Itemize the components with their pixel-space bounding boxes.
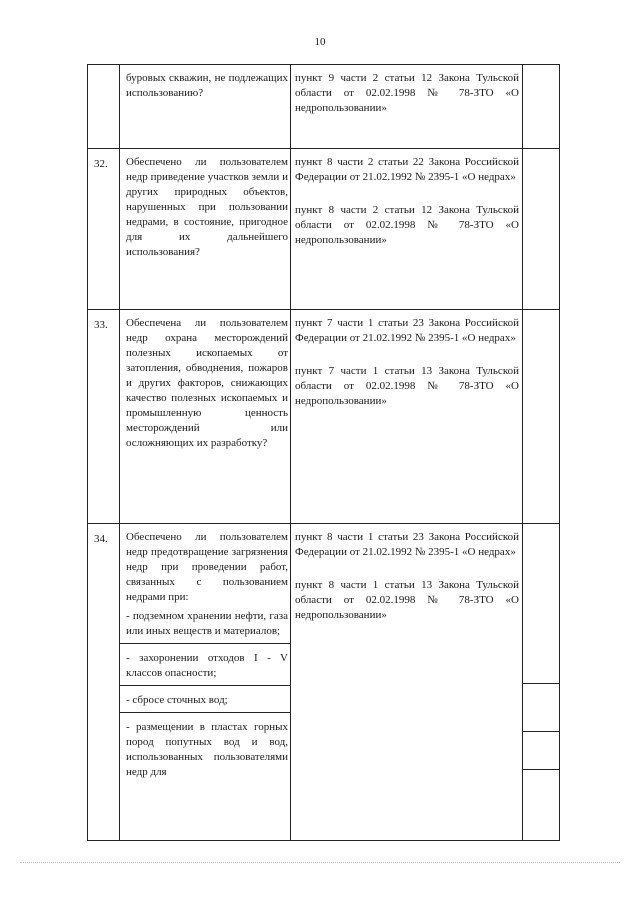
question-text: буровых скважин, не подлежащих использованию? bbox=[126, 72, 288, 99]
answer-cell[interactable] bbox=[523, 524, 560, 841]
row-number-cell bbox=[88, 65, 120, 149]
legal-reference-cell bbox=[291, 310, 523, 524]
divider bbox=[523, 683, 559, 684]
legal-reference-cell bbox=[291, 524, 523, 841]
question-text: Обеспечено ли пользователем недр приведение участков земли и других природных объектов, нарушенных при пользовании недрами, в состояние, пригодное для их дальнейшего использования? bbox=[126, 156, 288, 258]
scan-artifact-line bbox=[20, 862, 620, 863]
question-text: Обеспечено ли пользователем недр предотвращение загрязнения недр при проведении работ, связанных с пользованием недрами при: bbox=[126, 531, 288, 603]
question-cell bbox=[120, 65, 291, 149]
table-row bbox=[88, 524, 560, 841]
row-number-cell bbox=[88, 310, 120, 524]
legal-reference: пункт 7 части 1 статьи 13 Закона Тульской области от 02.02.1998 № 78-ЗТО «О недропользовании» bbox=[295, 365, 519, 407]
legal-reference: пункт 8 части 2 статьи 12 Закона Тульской области от 02.02.1998 № 78-ЗТО «О недропользовании» bbox=[295, 204, 519, 246]
question-subitem: - подземном хранении нефти, газа или иных веществ и материалов; bbox=[126, 610, 288, 637]
question-subitem: - сбросе сточных вод; bbox=[120, 685, 290, 712]
divider bbox=[523, 731, 559, 732]
page-number: 10 bbox=[314, 36, 326, 48]
answer-cell[interactable] bbox=[523, 149, 560, 310]
legal-reference-cell bbox=[291, 149, 523, 310]
answer-cell[interactable] bbox=[523, 65, 560, 149]
row-number: 34. bbox=[94, 533, 108, 545]
legal-reference: пункт 8 части 2 статьи 22 Закона Российской Федерации от 21.02.1992 № 2395-1 «О недрах» bbox=[295, 156, 519, 183]
question-subitem: - размещении в пластах горных пород попутных вод и вод, использованных пользователями недр для bbox=[120, 712, 290, 784]
row-number-cell bbox=[88, 524, 120, 841]
table-row bbox=[88, 149, 560, 310]
answer-cell[interactable] bbox=[523, 310, 560, 524]
requirements-table bbox=[87, 64, 560, 841]
legal-reference: пункт 8 части 1 статьи 13 Закона Тульской области от 02.02.1998 № 78-ЗТО «О недропользовании» bbox=[295, 579, 519, 621]
row-number: 32. bbox=[94, 158, 108, 170]
question-cell bbox=[120, 524, 291, 841]
table-row bbox=[88, 310, 560, 524]
legal-reference: пункт 8 части 1 статьи 23 Закона Российской Федерации от 21.02.1992 № 2395-1 «О недрах» bbox=[295, 531, 519, 558]
row-number: 33. bbox=[94, 319, 108, 331]
legal-reference: пункт 7 части 1 статьи 23 Закона Российской Федерации от 21.02.1992 № 2395-1 «О недрах» bbox=[295, 317, 519, 344]
table-row bbox=[88, 65, 560, 149]
question-cell bbox=[120, 310, 291, 524]
legal-reference-cell bbox=[291, 65, 523, 149]
row-number-cell bbox=[88, 149, 120, 310]
divider bbox=[523, 769, 559, 770]
question-subitem: - захоронении отходов I - V классов опасности; bbox=[120, 643, 290, 685]
question-cell bbox=[120, 149, 291, 310]
question-text: Обеспечена ли пользователем недр охрана месторождений полезных ископаемых от затопления, обводнения, пожаров и других факторов, снижающих качество полезных ископаемых и промышленную ценность месторождений или осложняющих их разработку? bbox=[126, 317, 288, 449]
legal-reference: пункт 9 части 2 статьи 12 Закона Тульской области от 02.02.1998 № 78-ЗТО «О недропользовании» bbox=[295, 72, 519, 114]
